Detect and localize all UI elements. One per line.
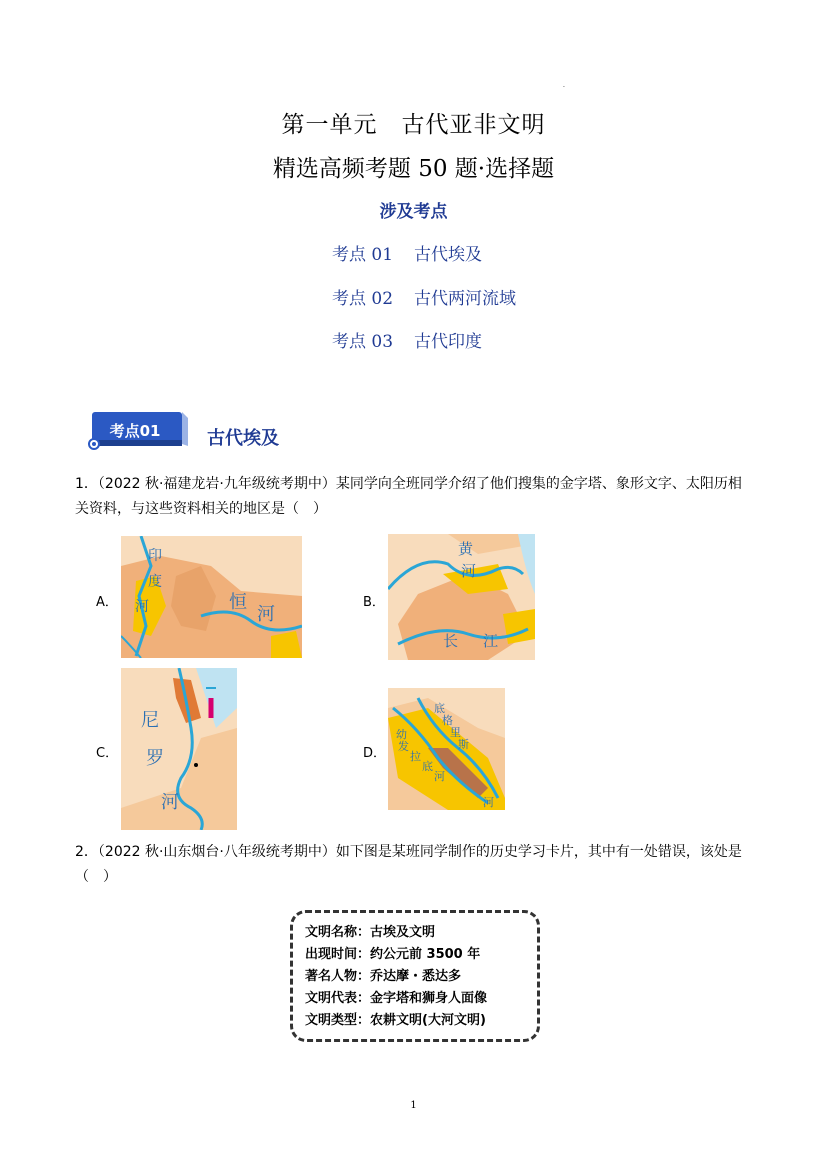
history-study-card [290, 910, 540, 1042]
card-row: 文明类型：农耕文明(大河文明) [305, 1013, 486, 1028]
map-label: 黄 [458, 540, 474, 558]
map-label: 底 [434, 702, 445, 715]
question-2: 2．（2022 秋·山东烟台·八年级统考期中）如下图是某班同学制作的历史学习卡片，其中有一处错误，该处是（ ） [75, 844, 742, 885]
section-title: 古代埃及 [207, 428, 279, 449]
map-label: 河 [434, 770, 445, 783]
topic-code: 考点 03 [332, 332, 394, 352]
map-label: 河 [461, 562, 477, 580]
topics-heading: 涉及考点 [379, 202, 448, 222]
topic-name: 古代埃及 [414, 245, 482, 265]
map-label: 江 [483, 632, 499, 650]
map-label: 拉 [410, 750, 421, 763]
card-row: 文明名称：古埃及文明 [305, 925, 436, 940]
map-label: 尼 [141, 710, 159, 731]
map-label: 里 [450, 726, 461, 739]
page-number: 1 [410, 1100, 417, 1111]
map-label: 河 [161, 792, 179, 813]
option-d-label: D． [363, 746, 387, 761]
page-subtitle: 精选高频考题 50 题·选择题 [272, 156, 555, 182]
option-b-label: B． [363, 595, 385, 610]
map-label: 长 [443, 632, 459, 650]
page-title: 第一单元 古代亚非文明 [281, 112, 546, 138]
map-label: 河 [135, 599, 149, 615]
map-label: 河 [257, 604, 275, 625]
option-c-label: C． [96, 746, 119, 761]
map-label: 恒 [229, 592, 247, 613]
stray-mark: . [563, 82, 565, 89]
map-label: 底 [422, 760, 433, 773]
map-label: 发 [398, 740, 409, 753]
map-label: 河 [483, 796, 494, 809]
question-1: 1．（2022 秋·福建龙岩·九年级统考期中）某同学向全班同学介绍了他们搜集的金字塔、象形文字、太阳历相关资料，与这些资料相关的地区是（ ） [75, 476, 742, 517]
card-row: 文明代表：金字塔和狮身人面像 [305, 991, 488, 1006]
option-b-map[interactable] [388, 534, 535, 660]
topic-name: 古代印度 [414, 332, 482, 352]
card-row: 著名人物：乔达摩・悉达多 [305, 969, 462, 984]
section-badge-label: 考点01 [109, 422, 161, 440]
topic-code: 考点 02 [332, 289, 394, 309]
topic-name: 古代两河流域 [414, 289, 516, 309]
map-label: 幼 [396, 728, 407, 741]
topic-code: 考点 01 [332, 245, 394, 265]
option-c-map[interactable] [121, 668, 237, 830]
topic-item-2 [332, 284, 516, 309]
map-label: 斯 [458, 738, 469, 751]
topic-item-1 [332, 240, 482, 265]
map-label: 罗 [146, 748, 164, 769]
map-label: 格 [442, 714, 453, 727]
option-a-label: A． [96, 595, 118, 610]
map-label: 印 [148, 548, 162, 564]
option-a-map[interactable] [121, 536, 302, 658]
option-d-map[interactable] [388, 688, 505, 810]
map-label: 度 [148, 574, 162, 590]
topic-item-3 [332, 327, 482, 352]
card-row: 出现时间：约公元前 3500 年 [305, 947, 481, 962]
